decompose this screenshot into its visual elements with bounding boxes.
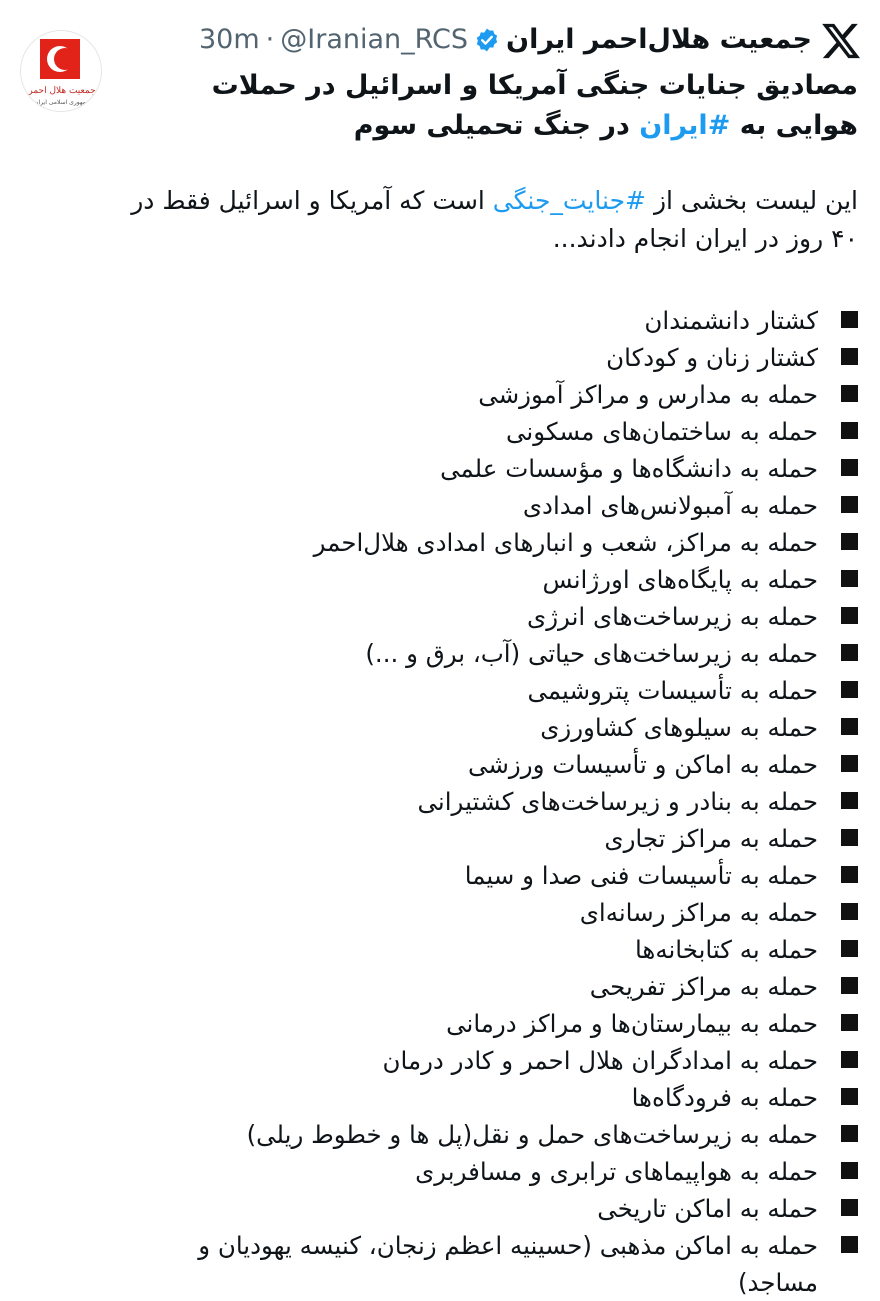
avatar-caption-top: جمعیت هلال احمر — [28, 86, 96, 96]
list-item — [120, 820, 858, 857]
list-item — [120, 931, 858, 968]
list-item-text: حمله به اماکن و تأسیسات ورزشی — [467, 750, 818, 779]
list-item — [120, 746, 858, 783]
list-item-text: حمله به تأسیسات فنی صدا و سیما — [464, 861, 818, 890]
black-square-bullet-icon — [841, 829, 858, 846]
black-square-bullet-icon — [841, 496, 858, 513]
hashtag-iran[interactable]: #ایران — [639, 110, 731, 141]
black-square-bullet-icon — [841, 422, 858, 439]
black-square-bullet-icon — [841, 1199, 858, 1216]
list-item-text: حمله به دانشگاه‌ها و مؤسسات علمی — [440, 454, 818, 483]
black-square-bullet-icon — [841, 1051, 858, 1068]
display-name[interactable]: جمعیت هلال‌احمر ایران — [506, 24, 812, 55]
list-item-text: حمله به کتابخانه‌ها — [634, 935, 818, 964]
black-square-bullet-icon — [841, 1162, 858, 1179]
list-item — [120, 857, 858, 894]
black-square-bullet-icon — [841, 1014, 858, 1031]
list-item — [120, 376, 858, 413]
black-square-bullet-icon — [841, 755, 858, 772]
black-square-bullet-icon — [841, 459, 858, 476]
black-square-bullet-icon — [841, 385, 858, 402]
list-item-text: حمله به امدادگران هلال احمر و کادر درمان — [382, 1046, 818, 1075]
list-item-text: حمله به بیمارستان‌ها و مراکز درمانی — [446, 1009, 818, 1038]
red-crescent-logo — [21, 31, 102, 112]
list-item-text: حمله به اماکن مذهبی (حسینیه اعظم زنجان، کنیسه یهودیان و مساجد) — [198, 1231, 818, 1297]
black-square-bullet-icon — [841, 570, 858, 587]
black-square-bullet-icon — [841, 977, 858, 994]
list-item — [120, 635, 858, 672]
list-item — [120, 413, 858, 450]
headline-text-after: در جنگ تحمیلی سوم — [353, 110, 640, 141]
list-item-text: حمله به فرودگاه‌ها — [631, 1083, 818, 1112]
tweet-headline — [120, 66, 858, 146]
avatar[interactable] — [20, 30, 102, 112]
black-square-bullet-icon — [841, 607, 858, 624]
list-item — [120, 561, 858, 598]
list-item-text: کشتار زنان و کودکان — [606, 343, 818, 372]
black-square-bullet-icon — [841, 533, 858, 550]
list-item-text: حمله به تأسیسات پتروشیمی — [527, 676, 818, 705]
list-item — [120, 1227, 858, 1301]
list-item — [120, 302, 858, 339]
avatar-caption-bottom: جمهوری اسلامی ایران — [34, 99, 90, 106]
list-item-text: حمله به زیرساخت‌های حمل و نقل(پل ها و خطوط ریلی) — [246, 1120, 818, 1149]
list-item — [120, 709, 858, 746]
black-square-bullet-icon — [841, 644, 858, 661]
list-item-text: حمله به مراکز رسانه‌ای — [579, 898, 818, 927]
intro-text-before: این لیست بخشی از — [646, 186, 858, 215]
list-item — [120, 1005, 858, 1042]
hashtag-war-crime[interactable]: #جنایت_جنگی — [492, 186, 646, 215]
list-item-text: حمله به پایگاه‌های اورژانس — [542, 565, 818, 594]
list-item — [120, 450, 858, 487]
black-square-bullet-icon — [841, 681, 858, 698]
list-item-text: حمله به مراکز، شعب و انبارهای امدادی هلال‌احمر — [313, 528, 818, 557]
list-item — [120, 1079, 858, 1116]
list-item — [120, 1190, 858, 1227]
list-item-text: کشتار دانشمندان — [644, 306, 818, 335]
list-item-text: حمله به زیرساخت‌های انرژی — [527, 602, 818, 631]
list-item-text: حمله به مدارس و مراکز آموزشی — [478, 380, 818, 409]
list-item — [120, 894, 858, 931]
list-item-text: حمله به مراکز تفریحی — [589, 972, 818, 1001]
list-item-text: حمله به هواپیماهای ترابری و مسافربری — [415, 1157, 818, 1186]
list-item — [120, 524, 858, 561]
tweet-intro — [120, 182, 858, 258]
black-square-bullet-icon — [841, 903, 858, 920]
black-square-bullet-icon — [841, 718, 858, 735]
list-item — [120, 339, 858, 376]
black-square-bullet-icon — [841, 1088, 858, 1105]
list-item — [120, 783, 858, 820]
black-square-bullet-icon — [841, 940, 858, 957]
list-item-text: حمله به اماکن تاریخی — [597, 1194, 818, 1223]
verified-badge-icon — [474, 27, 500, 53]
tweet-content — [120, 18, 858, 1301]
list-item-text: حمله به مراکز تجاری — [604, 824, 818, 853]
list-item-text: حمله به سیلوهای کشاورزی — [540, 713, 818, 742]
list-item — [120, 487, 858, 524]
black-square-bullet-icon — [841, 1125, 858, 1142]
list-item-text: حمله به آمبولانس‌های امدادی — [522, 491, 818, 520]
black-square-bullet-icon — [841, 866, 858, 883]
account-handle[interactable]: @Iranian_RCS — [280, 24, 469, 55]
intro-text-after: است که آمریکا و اسرائیل فقط در ۴۰ روز در ایران انجام دادند... — [131, 186, 858, 253]
black-square-bullet-icon — [841, 311, 858, 328]
black-square-bullet-icon — [841, 348, 858, 365]
list-item — [120, 1042, 858, 1079]
black-square-bullet-icon — [841, 1236, 858, 1253]
list-item — [120, 1116, 858, 1153]
list-item-text: حمله به بنادر و زیرساخت‌های کشتیرانی — [417, 787, 818, 816]
list-item-text: حمله به زیرساخت‌های حیاتی (آب، برق و ...) — [365, 639, 818, 668]
list-item — [120, 1153, 858, 1190]
crime-list — [120, 302, 858, 1301]
tweet-header — [120, 18, 858, 62]
separator-dot: · — [265, 24, 275, 55]
post-time[interactable]: 30m — [198, 24, 260, 55]
list-item — [120, 672, 858, 709]
headline-text-before: مصادیق جنایات جنگی آمریکا و اسرائیل در حملات هوایی به — [211, 70, 858, 141]
black-square-bullet-icon — [841, 792, 858, 809]
list-item — [120, 968, 858, 1005]
list-item — [120, 598, 858, 635]
list-item-text: حمله به ساختمان‌های مسکونی — [506, 417, 818, 446]
